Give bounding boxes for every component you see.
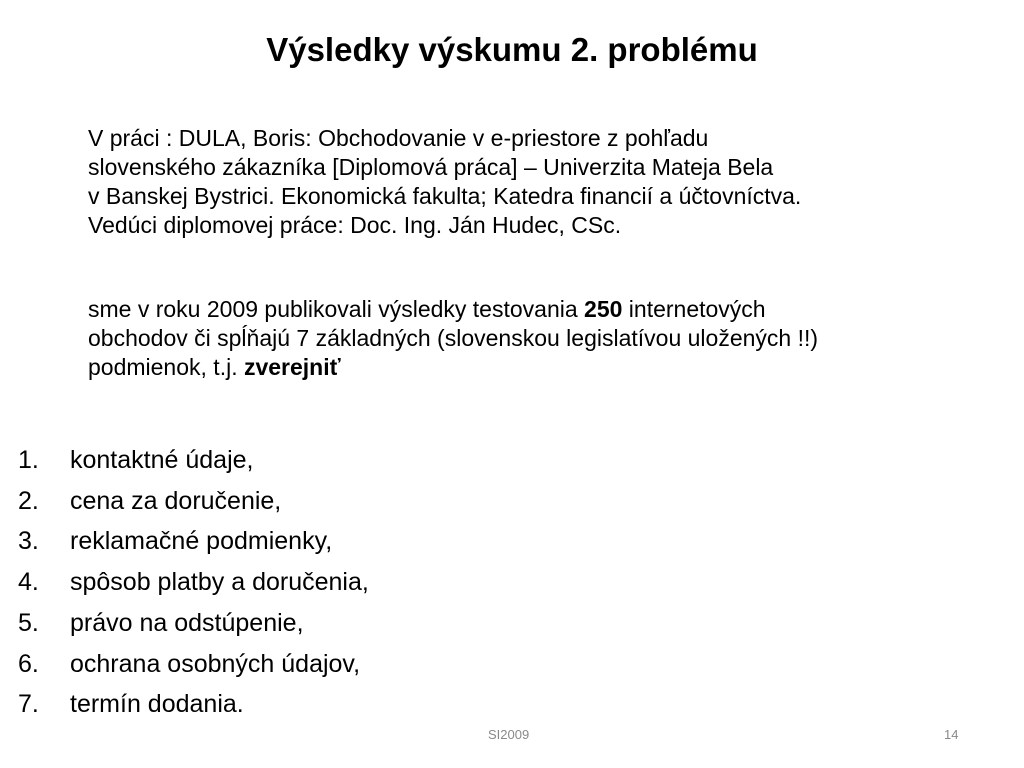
list-text: termín dodania. xyxy=(70,690,244,719)
list-text: spôsob platby a doručenia, xyxy=(70,568,369,597)
conditions-list xyxy=(18,440,369,725)
citation-line: V práci : DULA, Boris: Obchodovanie v e-priestore z pohľadu xyxy=(88,125,709,151)
list-number: 1. xyxy=(18,446,39,474)
list-number: 7. xyxy=(18,690,39,719)
list-text: právo na odstúpenie, xyxy=(70,608,304,637)
list-item xyxy=(18,440,369,481)
list-number: 3. xyxy=(18,527,39,556)
results-text: podmienok, t.j. xyxy=(88,354,244,380)
results-text: internetových xyxy=(622,296,766,322)
list-text: ochrana osobných údajov, xyxy=(70,649,361,678)
citation-line: v Banskej Bystrici. Ekonomická fakulta; Katedra financií a účtovníctva. xyxy=(88,183,802,209)
results-text: sme v roku 2009 publikovali výsledky testovania xyxy=(88,296,585,322)
list-item xyxy=(18,562,369,603)
list-item xyxy=(18,481,369,522)
list-item xyxy=(18,644,369,685)
results-line xyxy=(88,295,1008,324)
results-line xyxy=(88,353,1008,382)
list-item xyxy=(18,521,369,562)
list-text: cena za doručenie, xyxy=(70,486,282,515)
citation-line: Vedúci diplomovej práce: Doc. Ing. Ján Hudec, CSc. xyxy=(88,212,622,238)
results-count: 250 xyxy=(584,296,623,322)
results-line: obchodov či spĺňajú 7 základných (slovenskou legislatívou uložených !!) xyxy=(88,325,819,351)
citation-paragraph xyxy=(88,124,1008,240)
results-emphasis: zverejniť xyxy=(243,354,341,380)
footer-label: SI2009 xyxy=(488,727,530,742)
list-text: reklamačné podmienky, xyxy=(70,527,333,556)
list-text: kontaktné údaje, xyxy=(70,446,254,474)
list-number: 5. xyxy=(18,608,39,637)
list-number: 2. xyxy=(18,486,39,515)
results-paragraph xyxy=(88,295,1008,382)
slide-title: Výsledky výskumu 2. problému xyxy=(266,31,758,68)
page-number: 14 xyxy=(944,727,959,742)
list-item xyxy=(18,603,369,644)
citation-line: slovenského zákazníka [Diplomová práca] – Univerzita Mateja Bela xyxy=(88,154,774,180)
list-number: 6. xyxy=(18,649,39,678)
list-item xyxy=(18,684,369,725)
list-number: 4. xyxy=(18,568,39,597)
